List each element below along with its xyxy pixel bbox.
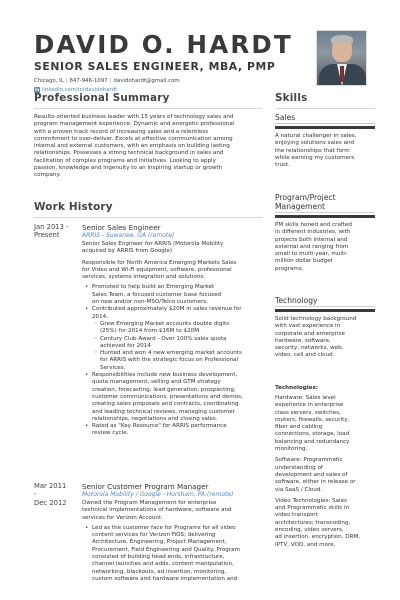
skill-item bbox=[275, 113, 375, 169]
skills-heading: Skills bbox=[275, 92, 375, 109]
tech-video: Video Technologies: Sales and Programmatic skills in video transport architectures; transcoding, encoding, video servers, ad insertion, encryption, DRM, IPTV, VOD, and more. bbox=[275, 497, 361, 548]
job-dates: Jan 2013 - Present bbox=[34, 223, 69, 240]
job-dates: Mar 2011 - Dec 2012 bbox=[34, 482, 67, 507]
list-item: ◦ Hunted and won 4 new emerging market accounts for ARRIS with the strategic focus on Professional Services. bbox=[92, 350, 294, 372]
summary-section bbox=[34, 92, 262, 109]
tech-software: Software: Programmatic understanding of development and sales of software, either in release or via SaaS / Cloud. bbox=[275, 457, 356, 493]
job-details bbox=[82, 223, 294, 438]
profile-photo bbox=[316, 30, 367, 86]
technologies-heading: Technologies: bbox=[275, 385, 319, 391]
job-company: ARRIS - Suwanee, GA (remote) bbox=[82, 232, 175, 239]
list-item: • Led as the customer face for Programs for all video content services for Verizon FiOS; delivering Architecture, Engineering, Project Management, Procurement, Field Engineering and Quality. Program consisted of building head ends, infrastructure, channel launches and adds, content manipulation, networking, blackouts, ad insertion, monitoring, custom software and hardware implementation and bbox=[82, 525, 294, 583]
skills-section bbox=[275, 92, 375, 109]
job-details bbox=[82, 482, 294, 583]
skill-item bbox=[275, 296, 375, 360]
contact-line: Chicago, IL | 847-946-1097 | davidohardt@gmail.com bbox=[34, 78, 180, 84]
phone: 847-946-1097 bbox=[69, 78, 108, 84]
list-item: • Responsibilities include new business development, quota management, selling and GTM strategy creation, forecasting, lead generation, prospecting, customer communications, presentations and demos, creating sales proposals and contracts, coordinating and leading technical reviews, managing customer relationships, negotiations and closing sales. bbox=[82, 372, 294, 423]
job-responsibility: Responsible for North America Emerging Markets Sales for Video and Wi-Fi equipment, software, professional services, systems integration and solutions. bbox=[82, 259, 237, 281]
technologies-block bbox=[275, 385, 375, 549]
work-history-heading: Work History bbox=[34, 201, 262, 218]
skill-name: Sales bbox=[275, 113, 375, 124]
skill-description: A natural challenger in sales, enjoying solutions sales and the relationships that form while earning my customers trust. bbox=[275, 133, 357, 169]
job-bullets bbox=[82, 525, 294, 583]
skill-description: PM skills honed and crafted in different industries; with projects both internal and external and ranging from small to multi-year, multi- million dollar budget programs. bbox=[275, 222, 352, 272]
skill-description: Solid technology background with vast experience in corporate and enterprise hardware, software, security, networks, web, video, cell and cloud. bbox=[275, 316, 357, 359]
location: Chicago, IL bbox=[34, 78, 64, 84]
tech-hardware: Hardware: Sales level experience in enterprise class servers, switches, routers, firewalls, security, fiber and cabling connections, storage, load balancing and redundancy monitoring. bbox=[275, 395, 350, 453]
job-intro: Senior Sales Engineer for ARRIS (Motorola Mobility acquired by ARRIS from Google) bbox=[82, 241, 224, 255]
summary-text: Results-oriented business leader with 15 years of technology sales and program management experience. Dynamic and energetic professional with a proven track record of increasing sales and a relentless commitment to over-deliver. Excels at effective communication among internal and external customers, with an emphasis on building lasting relationships. Possesses a strong technical background in sales and facilitation of complex programs and initiatives. Looking to apply passion, knowledge and ingenuity to an inspiring startup or growth company. bbox=[34, 114, 235, 179]
job-intro: Owned the Program Management for enterprise technical implementations of hardware, software and services for Verizon Account. bbox=[82, 500, 232, 521]
list-item: • Contributed approximately $20M in sales revenue for 2014. ◦ Grew Emerging Market accounts double digits (25%) for 2014 from $16M to $20M. ◦ Century Club Award - Over 100% sales quota achieved for 2014 ◦ Hunted and won 4 new emerging market accounts for ARRIS with the strategic focus on Professional Services. bbox=[82, 306, 294, 372]
candidate-name: DAVID O. HARDT bbox=[34, 30, 293, 59]
sub-bullets bbox=[92, 321, 294, 372]
job-bullets bbox=[82, 284, 294, 437]
list-item: • Rated as "Key Resource" for ARRIS performance review cycle. bbox=[82, 423, 294, 438]
candidate-title: SENIOR SALES ENGINEER, MBA, PMP bbox=[34, 60, 276, 73]
list-item: ◦ Grew Emerging Market accounts double digits (25%) for 2014 from $16M to $20M. bbox=[92, 321, 294, 336]
summary-heading: Professional Summary bbox=[34, 92, 262, 109]
job-title: Senior Customer Program Manager bbox=[82, 482, 209, 491]
skill-level-bar bbox=[275, 309, 375, 312]
resume-header bbox=[34, 32, 324, 93]
work-history-section bbox=[34, 201, 262, 218]
list-item: • Promoted to help build an Emerging Market Sales Team, a focused customer base focused on new and/or non-MSO/Telco customers. bbox=[82, 284, 294, 306]
linkedin-icon: in bbox=[34, 87, 40, 92]
skill-level-bar bbox=[275, 215, 375, 218]
list-item: ◦ Century Club Award - Over 100% sales quota achieved for 2014 bbox=[92, 336, 294, 351]
linkedin-link[interactable]: linkedin.com/in/davidohardt bbox=[42, 87, 118, 93]
email-link[interactable]: davidohardt@gmail.com bbox=[113, 78, 180, 84]
skill-item bbox=[275, 193, 375, 273]
skill-level-bar bbox=[275, 126, 375, 129]
job-company: Motorola Mobility / Google - Horsham, PA (remote) bbox=[82, 491, 234, 498]
skill-name: Program/Project Management bbox=[275, 193, 375, 213]
job-title: Senior Sales Engineer bbox=[82, 223, 161, 232]
skill-name: Technology bbox=[275, 296, 375, 307]
